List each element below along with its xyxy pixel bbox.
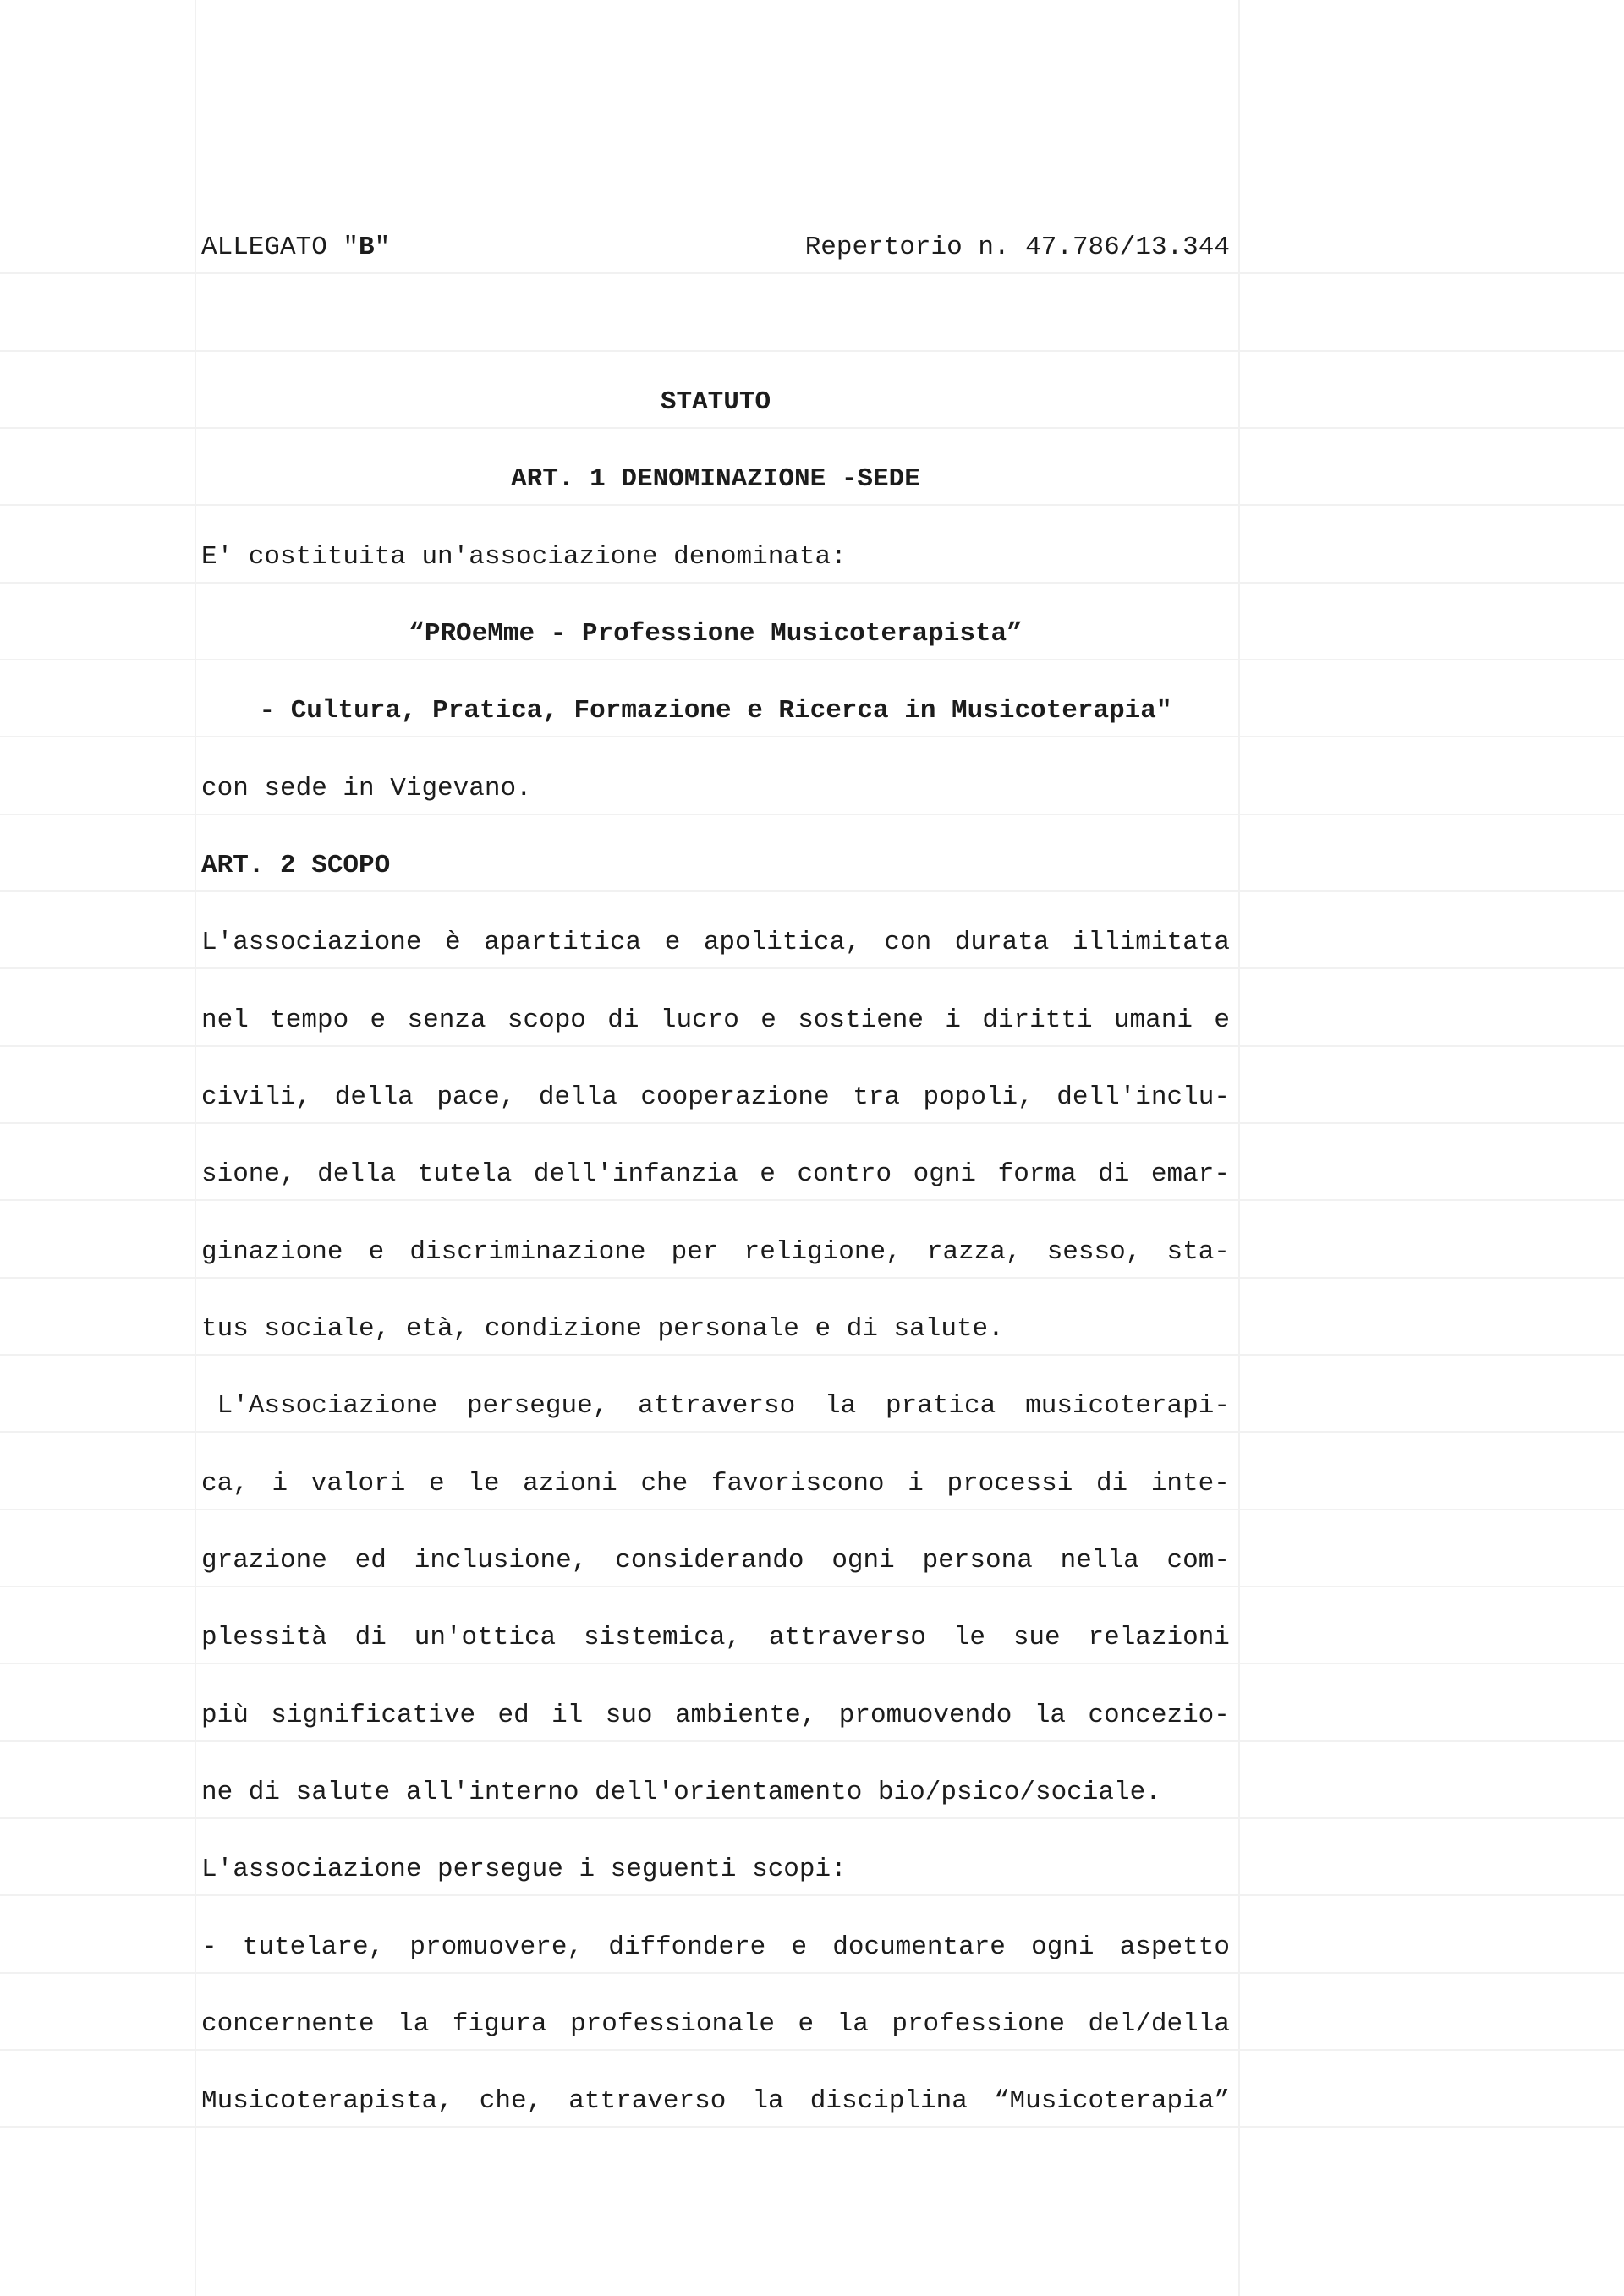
ruled-line: [0, 582, 1624, 584]
ruled-line: [0, 1431, 1624, 1433]
word: nella: [1060, 1546, 1139, 1575]
body-line: [201, 1544, 1230, 1578]
word: della: [317, 1159, 397, 1189]
body-line: L'associazione persegue i seguenti scopi:: [201, 1855, 847, 1884]
word: e: [760, 1159, 776, 1189]
word: di: [1098, 1159, 1130, 1189]
art1-heading: ART. 1 DENOMINAZIONE -SEDE: [511, 464, 920, 494]
word: pratica: [886, 1391, 996, 1421]
word: razza,: [926, 1237, 1022, 1267]
word: e: [760, 1006, 776, 1035]
word: e: [798, 2009, 815, 2039]
ruled-line: [0, 1354, 1624, 1356]
word: suo: [605, 1701, 653, 1730]
ruled-line: [0, 2126, 1624, 2128]
word: aspetto: [1119, 1932, 1230, 1962]
word: apolitica,: [703, 928, 861, 957]
word: che,: [479, 2086, 543, 2116]
word: diritti: [982, 1006, 1093, 1035]
word: professionale: [570, 2009, 775, 2039]
word: promuovendo: [838, 1701, 1012, 1730]
word: di: [1095, 1469, 1128, 1499]
word: inclusione,: [414, 1546, 588, 1575]
word: cooperazione: [640, 1082, 830, 1112]
body-line: ne di salute all'interno dell'orientamento bio/psico/sociale.: [201, 1778, 1161, 1807]
word: promuovere,: [409, 1932, 584, 1962]
word: figura: [452, 2009, 547, 2039]
word: ambiente,: [674, 1701, 817, 1730]
association-name-line2: - Cultura, Pratica, Formazione e Ricerca in Musicoterapia": [259, 696, 1172, 726]
ruled-line: [0, 967, 1624, 969]
word: tra: [853, 1082, 900, 1112]
word: la: [825, 1391, 857, 1421]
word: il: [551, 1701, 584, 1730]
word: inte-: [1150, 1469, 1230, 1499]
word: tutelare,: [242, 1932, 385, 1962]
body-line: [201, 1389, 1230, 1423]
word: attraverso: [638, 1391, 796, 1421]
word: concernente: [201, 2009, 375, 2039]
word: di: [607, 1006, 639, 1035]
margin-rule-right: [1238, 0, 1240, 2296]
word: sistemica,: [584, 1623, 742, 1652]
word: e: [791, 1932, 808, 1962]
document-header: [201, 231, 1230, 265]
word: la: [837, 2009, 869, 2039]
word: plessità: [201, 1623, 327, 1652]
word: della: [538, 1082, 617, 1112]
word: sostiene: [798, 1006, 924, 1035]
ruled-line: [0, 659, 1624, 660]
word: nel: [201, 1006, 249, 1035]
word: attraverso: [768, 1623, 926, 1652]
word: ogni: [913, 1159, 977, 1189]
word: “Musicoterapia”: [993, 2086, 1230, 2116]
body-line: [201, 1931, 1230, 1964]
word: com-: [1166, 1546, 1230, 1575]
word: pace,: [436, 1082, 516, 1112]
ruled-line: [0, 890, 1624, 892]
word: favoriscono: [710, 1469, 885, 1499]
word: significative: [271, 1701, 476, 1730]
ruled-line: [0, 504, 1624, 506]
word: e: [1214, 1006, 1230, 1035]
word: persegue,: [466, 1391, 609, 1421]
word: civili,: [201, 1082, 312, 1112]
word: apartitica: [484, 928, 642, 957]
body-line: tus sociale, età, condizione personale e di salute.: [201, 1314, 1004, 1344]
word: concezio-: [1088, 1701, 1230, 1730]
ruled-line: [0, 1894, 1624, 1896]
body-line: [201, 1236, 1230, 1269]
word: relazioni: [1088, 1623, 1230, 1652]
ruled-line: [0, 272, 1624, 274]
word: la: [398, 2009, 430, 2039]
ruled-line: [0, 1817, 1624, 1819]
word: sta-: [1166, 1237, 1230, 1267]
body-line: [201, 1621, 1230, 1655]
art1-intro: E' costituita un'associazione denominata:: [201, 542, 847, 572]
word: documentare: [832, 1932, 1006, 1962]
body-line: [201, 1158, 1230, 1192]
word: religione,: [743, 1237, 902, 1267]
word: Musicoterapista,: [201, 2086, 453, 2116]
word: e: [664, 928, 681, 957]
word: ogni: [1031, 1932, 1095, 1962]
word: i: [945, 1006, 961, 1035]
word: umani: [1113, 1006, 1193, 1035]
word: le: [953, 1623, 985, 1652]
word: sesso,: [1046, 1237, 1142, 1267]
word: la: [752, 2086, 784, 2116]
word: e: [429, 1469, 445, 1499]
word: ogni: [831, 1546, 895, 1575]
repertorio-number: Repertorio n. 47.786/13.344: [804, 233, 1230, 262]
word: ed: [497, 1701, 529, 1730]
word: persona: [922, 1546, 1033, 1575]
ruled-line: [0, 736, 1624, 737]
word: musicoterapi-: [1025, 1391, 1230, 1421]
margin-rule-left: [195, 0, 196, 2296]
word: diffondere: [608, 1932, 766, 1962]
word: professione: [892, 2009, 1065, 2039]
word: -: [201, 1932, 217, 1962]
word: è: [444, 928, 461, 957]
art2-heading: ART. 2 SCOPO: [201, 851, 391, 880]
word: attraverso: [568, 2086, 727, 2116]
word: emar-: [1150, 1159, 1230, 1189]
word: con: [884, 928, 932, 957]
ruled-line: [0, 1122, 1624, 1124]
word: le: [468, 1469, 500, 1499]
ruled-line: [0, 350, 1624, 352]
word: ed: [354, 1546, 387, 1575]
word: lucro: [660, 1006, 739, 1035]
word: tempo: [270, 1006, 349, 1035]
word: sione,: [201, 1159, 296, 1189]
word: e: [370, 1006, 387, 1035]
word: ginazione: [201, 1237, 343, 1267]
ruled-line: [0, 1586, 1624, 1587]
word: contro: [797, 1159, 892, 1189]
word: i: [272, 1469, 288, 1499]
word: durata: [954, 928, 1050, 957]
word: illimitata: [1072, 928, 1230, 957]
word: per: [671, 1237, 719, 1267]
ruled-line: [0, 1509, 1624, 1510]
word: un'ottica: [414, 1623, 557, 1652]
word: dell'inclu-: [1056, 1082, 1230, 1112]
word: processi: [946, 1469, 1073, 1499]
ruled-line: [0, 1045, 1624, 1047]
word: ca,: [201, 1469, 249, 1499]
ruled-line: [0, 2049, 1624, 2051]
word: forma: [997, 1159, 1077, 1189]
allegato-label: ALLEGATO "B": [201, 233, 391, 262]
word: di: [354, 1623, 387, 1652]
word: e: [368, 1237, 385, 1267]
word: tutela: [417, 1159, 513, 1189]
ruled-line: [0, 814, 1624, 815]
ruled-line: [0, 427, 1624, 429]
ruled-line: [0, 1277, 1624, 1279]
word: discriminazione: [409, 1237, 646, 1267]
word: più: [201, 1701, 249, 1730]
word: valori: [310, 1469, 406, 1499]
word: del/della: [1088, 2009, 1230, 2039]
word: disciplina: [809, 2086, 968, 2116]
art1-sede: con sede in Vigevano.: [201, 774, 532, 803]
word: che: [640, 1469, 689, 1499]
word: L'associazione: [201, 928, 422, 957]
document-title: STATUTO: [660, 387, 771, 417]
word: considerando: [615, 1546, 804, 1575]
body-line: [201, 2085, 1230, 2118]
word: azioni: [523, 1469, 617, 1499]
ruled-line: [0, 1740, 1624, 1742]
word: la: [1034, 1701, 1067, 1730]
ruled-line: [0, 1972, 1624, 1974]
body-line: [201, 1467, 1230, 1501]
word: L'Associazione: [201, 1391, 438, 1421]
ruled-line: [0, 1199, 1624, 1201]
word: sue: [1012, 1623, 1061, 1652]
word: i: [908, 1469, 924, 1499]
body-line: [201, 1081, 1230, 1115]
word: della: [334, 1082, 414, 1112]
word: grazione: [201, 1546, 327, 1575]
body-line: [201, 2008, 1230, 2041]
association-name-line1: “PROeMme - Professione Musicoterapista”: [409, 619, 1023, 649]
word: popoli,: [923, 1082, 1034, 1112]
body-line: [201, 1004, 1230, 1038]
body-line: [201, 926, 1230, 960]
word: dell'infanzia: [533, 1159, 738, 1189]
body-line: [201, 1699, 1230, 1733]
ruled-line: [0, 1663, 1624, 1664]
word: scopo: [507, 1006, 586, 1035]
word: senza: [407, 1006, 486, 1035]
